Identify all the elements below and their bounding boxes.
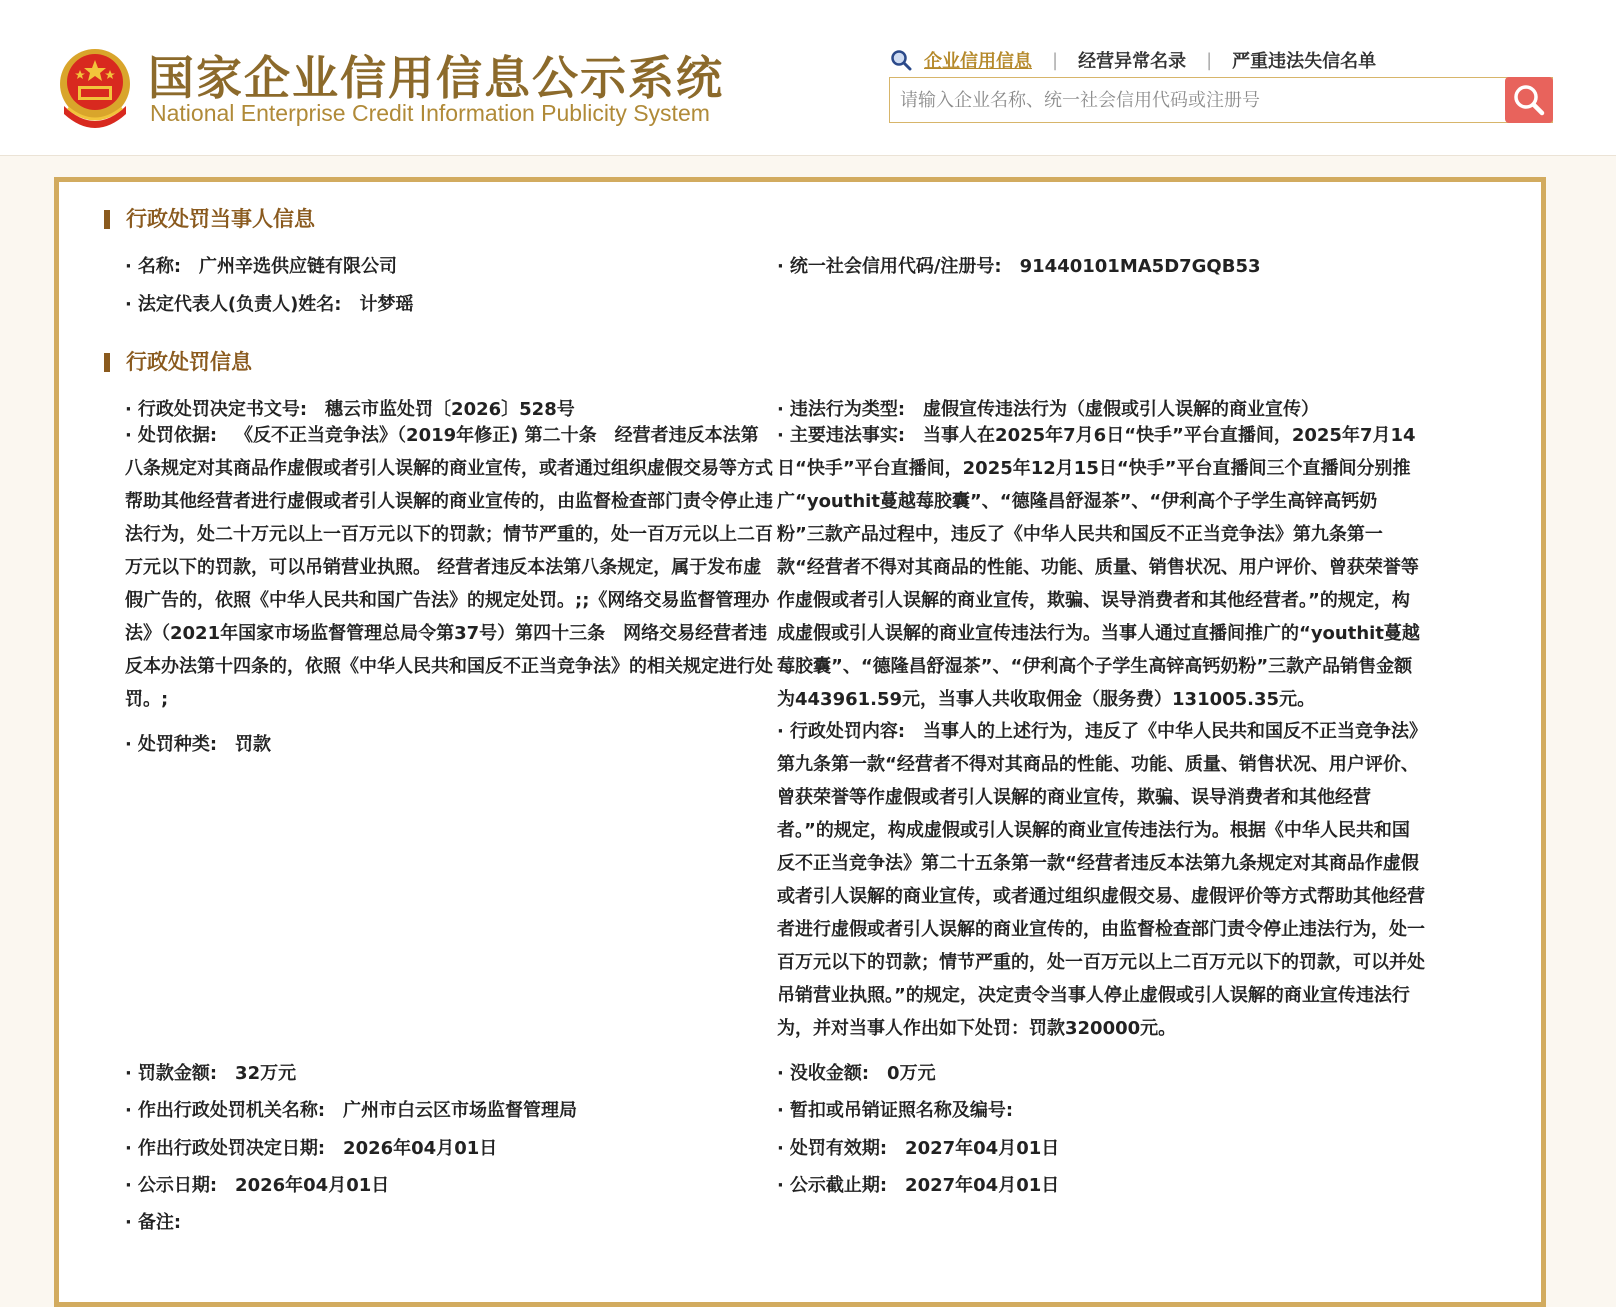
field-label: 暂扣或吊销证照名称及编号: [789, 1100, 1014, 1121]
search-button[interactable] [1505, 77, 1553, 123]
national-emblem-icon [56, 46, 134, 130]
tab-separator: | [1206, 49, 1213, 71]
section-title-penalty: 行政处罚信息 [104, 349, 252, 375]
field-value: 2027年04月01日 [905, 1138, 1060, 1159]
penalty-detail-panel [54, 177, 1546, 1307]
field-label: 作出行政处罚决定日期: [137, 1138, 326, 1159]
field-decision-date: · 作出行政处罚决定日期: 2026年04月01日 [125, 1138, 498, 1159]
field-label: 主要违法事实: [789, 425, 906, 446]
field-label: 备注: [137, 1212, 182, 1233]
field-valid-until: · 处罚有效期: 2027年04月01日 [777, 1138, 1060, 1159]
field-publicity-date: · 公示日期: 2026年04月01日 [125, 1175, 390, 1196]
tab-enterprise-credit-info[interactable]: 企业信用信息 [924, 51, 1032, 72]
field-value: 《反不正当竞争法》（2019年修正) 第二十条 经营者违反本法第八条规定对其商品作虚假或者引人误解的商业宣传，或者通过组织虚假交易等方式帮助其他经营者进行虚假或者引人误解的商业宣传的，由监督检查部门责令停止违法行为，处二十万元以上一百万元以下的罚款；情节严重的，处一百万元以上二百万元以下的罚款，可以吊销营业执照。 经营者违反本法第八条规定，属于发布虚假广告的，依照《中华人民共和国广告法》的规定处罚。;;《网络交易监督管理办法》（2021年国家市场监督管理总局令第37号）第四十三条 网络交易经营者违反本办法第十四条的，依照《中华人民共和国反不正当竞争法》的相关规定进行处罚。; [125, 425, 773, 710]
field-label: 统一社会信用代码/注册号: [789, 256, 1002, 277]
field-fine-amount: · 罚款金额: 32万元 [125, 1063, 297, 1084]
field-confiscation-amount: · 没收金额: 0万元 [777, 1063, 936, 1084]
field-authority-name: · 作出行政处罚机关名称: 广州市白云区市场监督管理局 [125, 1100, 578, 1121]
field-value: 广州市白云区市场监督管理局 [343, 1100, 578, 1121]
search-input[interactable] [890, 78, 1498, 122]
field-value: 91440101MA5D7GQB53 [1019, 256, 1261, 277]
field-name: · 名称: 广州辛选供应链有限公司 [125, 256, 398, 277]
field-label: 处罚种类: [137, 734, 218, 755]
search-tabs [890, 46, 1376, 74]
field-label: 名称: [137, 256, 182, 277]
field-decision-number: · 行政处罚决定书文号: 穗云市监处罚〔2026〕528号 [125, 399, 575, 420]
field-label: 罚款金额: [137, 1063, 218, 1084]
field-label: 作出行政处罚机关名称: [137, 1100, 326, 1121]
field-value: 32万元 [235, 1063, 297, 1084]
field-label: 处罚有效期: [789, 1138, 888, 1159]
field-value: 2026年04月01日 [343, 1138, 498, 1159]
field-label: 违法行为类型: [789, 399, 906, 420]
field-label: 公示截止期: [789, 1175, 888, 1196]
field-value: 虚假宣传违法行为（虚假或引人误解的商业宣传） [923, 399, 1320, 420]
tab-separator: | [1052, 49, 1059, 71]
tab-abnormal-operation-list[interactable]: 经营异常名录 [1078, 51, 1187, 72]
field-value: 穗云市监处罚〔2026〕528号 [325, 399, 575, 420]
site-title-en: National Enterprise Credit Information Publicity System [150, 100, 710, 126]
field-label: 处罚依据: [137, 425, 218, 446]
field-publicity-end: · 公示截止期: 2027年04月01日 [777, 1175, 1060, 1196]
field-credit-code: · 统一社会信用代码/注册号: 91440101MA5D7GQB53 [777, 256, 1261, 277]
field-penalty-basis: · 处罚依据: 《反不正当竞争法》（2019年修正) 第二十条 经营者违反本法第八条规定对其商品作虚假或者引人误解的商业宣传，或者通过组织虚假交易等方式帮助其他经营者进行虚假或者引人误解的商业宣传的，由监督检查部门责令停止违法行为，处二十万元以上一百万元以下的罚款；情节严重的，处一百万元以上二百万元以下的罚款，可以吊销营业执照。 经营者违反本法第八条规定，属于发布虚假广告的，依照《中华人民共和国广告法》的规定处罚。;;《网络交易监督管理办法》（2021年国家市场监督管理总局令第37号）第四十三条 网络交易经营者违反本办法第十四条的，依照《中华人民共和国反不正当竞争法》的相关规定进行处罚。; [125, 425, 773, 710]
field-main-facts: · 主要违法事实: 当事人在2025年7月6日“快手”平台直播间，2025年7月14日“快手”平台直播间，2025年12月15日“快手”平台直播间三个直播间分别推广“youthit蔓越莓胶囊”、“德隆昌舒湿茶”、“伊利高个子学生高锌高钙奶粉”三款产品过程中，违反了《中华人民共和国反不正当竞争法》第九条第一款“经营者不得对其商品的性能、功能、质量、销售状况、用户评价、曾获荣誉等作虚假或者引人误解的商业宣传，欺骗、误导消费者和其他经营者。”的规定，构成虚假或引人误解的商业宣传违法行为。当事人通过直播间推广的“youthit蔓越莓胶囊”、“德隆昌舒湿茶”、“伊利高个子学生高锌高钙奶粉”三款产品销售金额为443961.59元，当事人共收取佣金（服务费）131005.35元。 [777, 425, 1420, 710]
field-value: 计梦瑶 [359, 294, 414, 315]
field-label: 法定代表人(负责人)姓名: [137, 294, 342, 315]
magnifier-icon [1505, 77, 1553, 123]
field-remarks: · 备注: [125, 1212, 182, 1233]
search-box [889, 77, 1553, 123]
search-icon [890, 49, 912, 71]
field-value: 罚款 [235, 734, 272, 755]
field-value: 广州辛选供应链有限公司 [199, 256, 398, 277]
site-header [0, 0, 1616, 156]
field-value: 当事人在2025年7月6日“快手”平台直播间，2025年7月14日“快手”平台直播间，2025年12月15日“快手”平台直播间三个直播间分别推广“youthit蔓越莓胶囊”、“德隆昌舒湿茶”、“伊利高个子学生高锌高钙奶粉”三款产品过程中，违反了《中华人民共和国反不正当竞争法》第九条第一款“经营者不得对其商品的性能、功能、质量、销售状况、用户评价、曾获荣誉等作虚假或者引人误解的商业宣传，欺骗、误导消费者和其他经营者。”的规定，构成虚假或引人误解的商业宣传违法行为。当事人通过直播间推广的“youthit蔓越莓胶囊”、“德隆昌舒湿茶”、“伊利高个子学生高锌高钙奶粉”三款产品销售金额为443961.59元，当事人共收取佣金（服务费）131005.35元。 [777, 425, 1420, 710]
field-label: 公示日期: [137, 1175, 218, 1196]
field-legal-representative: · 法定代表人(负责人)姓名: 计梦瑶 [125, 294, 414, 315]
site-title-cn: 国家企业信用信息公示系统 [148, 51, 724, 105]
field-penalty-type: · 处罚种类: 罚款 [125, 734, 272, 755]
field-license-revocation: · 暂扣或吊销证照名称及编号: [777, 1100, 1014, 1121]
tab-serious-violation-list[interactable]: 严重违法失信名单 [1232, 51, 1377, 72]
field-label: 行政处罚内容: [789, 721, 906, 742]
field-value: 2026年04月01日 [235, 1175, 390, 1196]
field-value: 0万元 [887, 1063, 936, 1084]
section-title-party: 行政处罚当事人信息 [104, 206, 315, 232]
field-value: 2027年04月01日 [905, 1175, 1060, 1196]
field-label: 行政处罚决定书文号: [137, 399, 308, 420]
field-value: 当事人的上述行为，违反了《中华人民共和国反不正当竞争法》第九条第一款“经营者不得对其商品的性能、功能、质量、销售状况、用户评价、曾获荣誉等作虚假或者引人误解的商业宣传，欺骗、误导消费者和其他经营者。”的规定，构成虚假或引人误解的商业宣传违法行为。根据《中华人民共和国反不正当竞争法》第二十五条第一款“经营者违反本法第九条规定对其商品作虚假或者引人误解的商业宣传，或者通过组织虚假交易、虚假评价等方式帮助其他经营者进行虚假或者引人误解的商业宣传的，由监督检查部门责令停止违法行为，处一百万元以下的罚款；情节严重的，处一百万元以上二百万元以下的罚款，可以并处吊销营业执照。”的规定，决定责令当事人停止虚假或引人误解的商业宣传违法行为，并对当事人作出如下处罚：罚款320000元。 [777, 721, 1425, 1039]
field-penalty-content: · 行政处罚内容: 当事人的上述行为，违反了《中华人民共和国反不正当竞争法》第九条第一款“经营者不得对其商品的性能、功能、质量、销售状况、用户评价、曾获荣誉等作虚假或者引人误解的商业宣传，欺骗、误导消费者和其他经营者。”的规定，构成虚假或引人误解的商业宣传违法行为。根据《中华人民共和国反不正当竞争法》第二十五条第一款“经营者违反本法第九条规定对其商品作虚假或者引人误解的商业宣传，或者通过组织虚假交易、虚假评价等方式帮助其他经营者进行虚假或者引人误解的商业宣传的，由监督检查部门责令停止违法行为，处一百万元以下的罚款；情节严重的，处一百万元以上二百万元以下的罚款，可以并处吊销营业执照。”的规定，决定责令当事人停止虚假或引人误解的商业宣传违法行为，并对当事人作出如下处罚：罚款320000元。 [777, 721, 1425, 1039]
field-violation-type: · 违法行为类型: 虚假宣传违法行为（虚假或引人误解的商业宣传） [777, 399, 1320, 420]
field-label: 没收金额: [789, 1063, 870, 1084]
